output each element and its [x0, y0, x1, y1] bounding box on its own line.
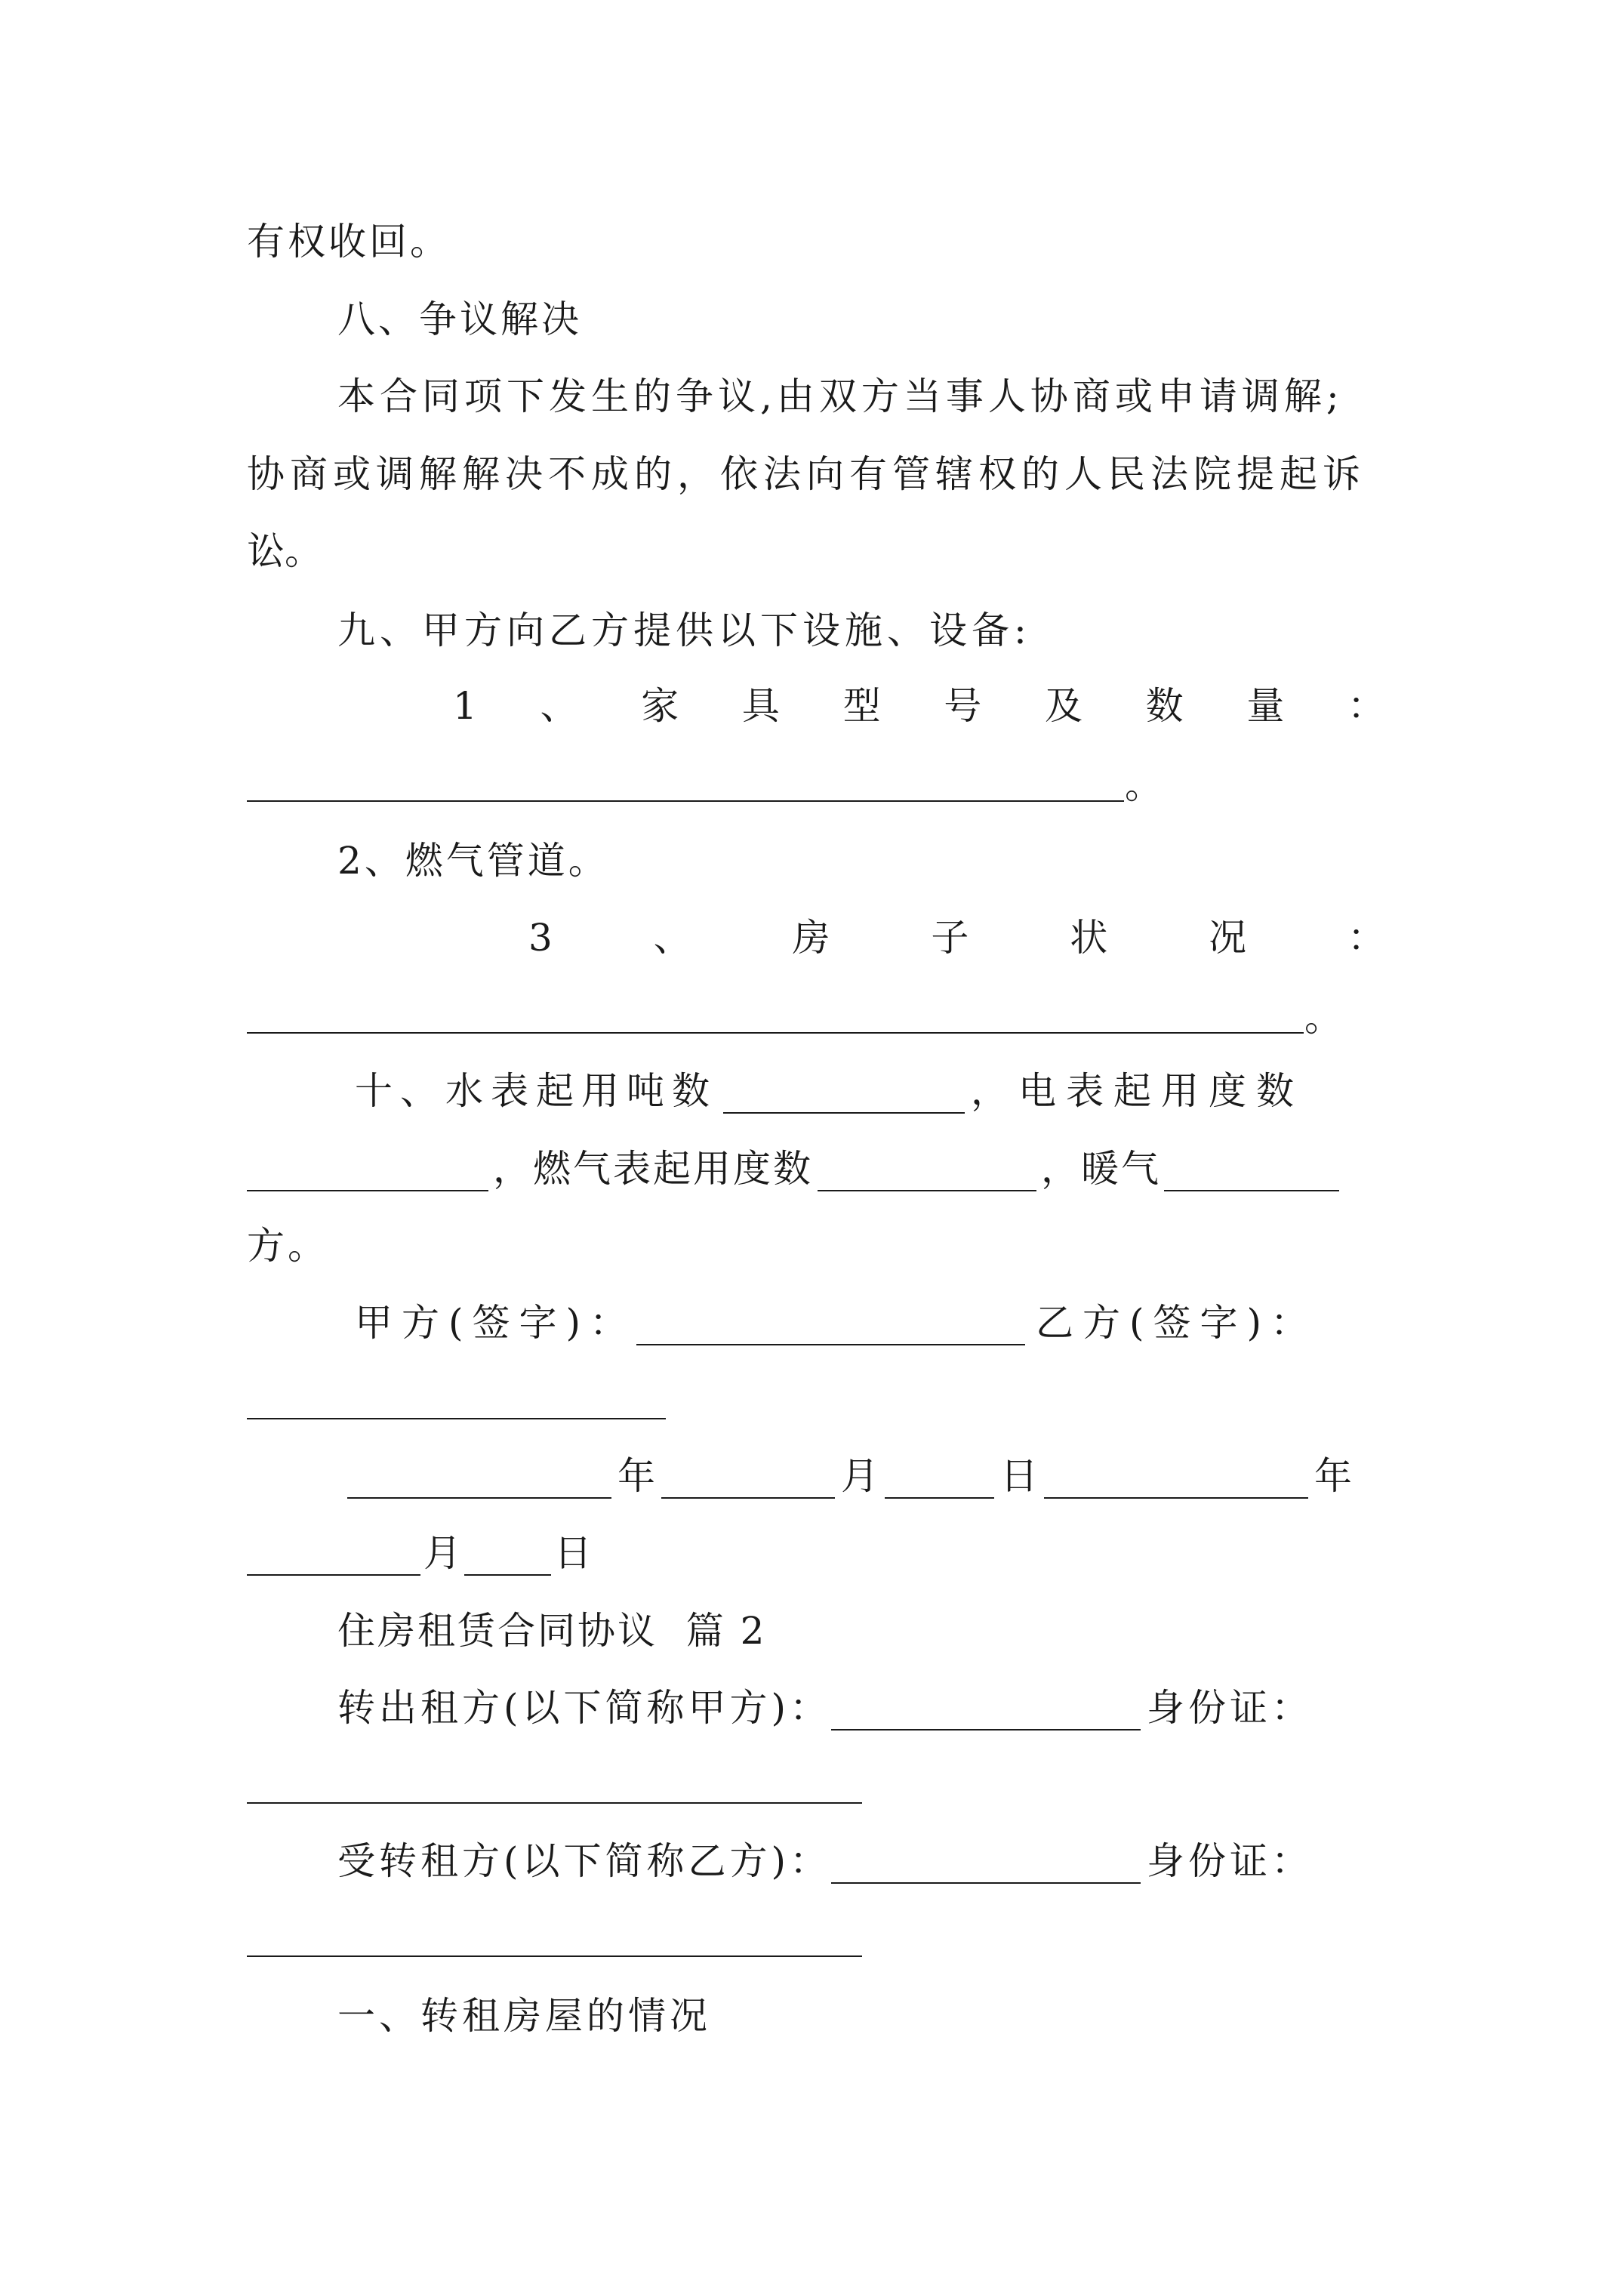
- date-a-month-field[interactable]: [661, 1462, 835, 1499]
- char: 状: [1070, 916, 1108, 960]
- year-label: 年: [1314, 1454, 1352, 1498]
- date-b-year-field[interactable]: [1044, 1462, 1308, 1499]
- item-3-period: 。: [1304, 996, 1342, 1040]
- item-3-fill-line[interactable]: [247, 1032, 1304, 1034]
- char: ：: [1347, 916, 1385, 960]
- char: 具: [741, 684, 780, 728]
- signature-line: [355, 1300, 1317, 1345]
- char: 况: [1209, 916, 1247, 960]
- section-8-body-line-2: 协商或调解解决不成的，依法向有管辖权的人民法院提起诉: [247, 452, 1366, 496]
- date-a-year-field[interactable]: [347, 1462, 611, 1499]
- date-line-2: [247, 1530, 592, 1576]
- gas-meter-field[interactable]: [818, 1155, 1036, 1191]
- char: 及: [1044, 684, 1083, 728]
- heating-field[interactable]: [1164, 1155, 1339, 1191]
- text-line-continuation: 有权收回。: [247, 220, 451, 264]
- section-10-line-1: [355, 1068, 1304, 1114]
- month-label: 月: [423, 1531, 461, 1575]
- item-1-furniture-label: [453, 683, 1385, 729]
- party-b-name-field[interactable]: [831, 1848, 1141, 1884]
- day-label: 日: [1000, 1454, 1038, 1498]
- electric-meter-field[interactable]: [247, 1155, 488, 1191]
- char: 子: [931, 916, 969, 960]
- party-a-name-field[interactable]: [831, 1694, 1141, 1730]
- section-8-body-line-3: 讼。: [247, 529, 322, 573]
- water-meter-label: 十、水表起用吨数: [355, 1069, 717, 1113]
- section-9-heading: 九、甲方向乙方提供以下设施、设备:: [337, 609, 1031, 652]
- heating-label: ，暖气: [1041, 1147, 1161, 1191]
- year-label: 年: [617, 1454, 655, 1498]
- char: 、: [540, 684, 578, 728]
- section-10-line-2: [247, 1146, 1339, 1191]
- date-b-day-field[interactable]: [464, 1539, 551, 1576]
- electric-meter-label: ，电表起用度数: [971, 1069, 1304, 1113]
- char: 数: [1145, 684, 1184, 728]
- gas-meter-label: ，燃气表起用度数: [493, 1147, 813, 1191]
- date-a-day-field[interactable]: [885, 1462, 994, 1499]
- party-b-id-field[interactable]: [247, 1955, 862, 1957]
- party-a-line: [337, 1685, 1313, 1730]
- party-b-id-label: 身份证：: [1147, 1839, 1313, 1883]
- party-a-signature-label: 甲方(签字)：: [355, 1301, 637, 1345]
- date-line: [347, 1453, 1352, 1499]
- char: 1: [453, 684, 477, 728]
- item-2-gas-pipe: 2、燃气管道。: [337, 839, 609, 883]
- party-a-signature-field[interactable]: [636, 1309, 1025, 1345]
- char: ：: [1347, 684, 1385, 728]
- party-b-signature-label: 乙方(签字)：: [1036, 1301, 1318, 1345]
- section-8-heading: 八、争议解决: [337, 297, 582, 341]
- water-meter-field[interactable]: [723, 1077, 965, 1114]
- char: 量: [1246, 684, 1285, 728]
- party-b-label: 受转租方(以下简称乙方)：: [337, 1839, 832, 1883]
- char: 家: [641, 684, 679, 728]
- char: 号: [944, 684, 982, 728]
- party-a-id-field[interactable]: [247, 1802, 862, 1804]
- party-b-signature-field[interactable]: [247, 1418, 666, 1419]
- item-1-period: 。: [1125, 763, 1163, 807]
- date-b-month-field[interactable]: [247, 1539, 420, 1576]
- item-1-fill-line[interactable]: [247, 800, 1124, 802]
- char: 、: [653, 916, 691, 960]
- char: 3: [528, 916, 553, 960]
- part-2-section-1-heading: 一、转租房屋的情况: [337, 1994, 711, 2038]
- item-3-house-condition-label: [528, 915, 1385, 960]
- section-8-body-line-1: 本合同项下发生的争议,由双方当事人协商或申请调解;: [337, 374, 1344, 418]
- party-b-line: [337, 1838, 1313, 1884]
- char: 型: [842, 684, 881, 728]
- day-label: 日: [554, 1531, 592, 1575]
- part-2-title: 住房租赁合同协议 篇 2: [337, 1609, 767, 1653]
- section-10-unit: 方。: [247, 1224, 328, 1268]
- char: 房: [792, 916, 830, 960]
- party-a-id-label: 身份证：: [1147, 1686, 1313, 1730]
- month-label: 月: [841, 1454, 879, 1498]
- party-a-label: 转出租方(以下简称甲方)：: [337, 1686, 832, 1730]
